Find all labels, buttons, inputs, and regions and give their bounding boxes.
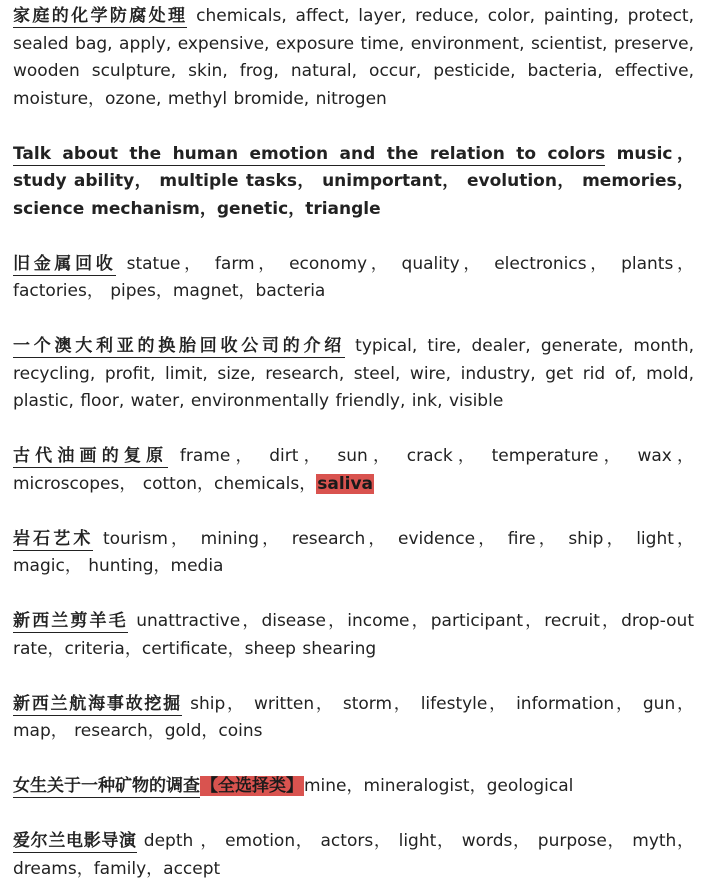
entry-title: Talk about the human emotion and the relation to colors	[13, 143, 606, 164]
entry-title: 一个澳大利亚的换胎回收公司的介绍	[13, 336, 345, 356]
entry-title: 女生关于一种矿物的调查	[13, 776, 200, 796]
entry-emotion-colors	[13, 141, 694, 224]
question-type-tag: 【全选择类】	[201, 776, 303, 796]
highlighted-keyword: saliva	[317, 473, 374, 494]
entry-keywords: tourism， mining， research， evidence， fire， ship， light， magic， hunting，media	[13, 528, 694, 576]
entry-title: 旧金属回收	[13, 253, 117, 274]
entry-scrap-metal-recycling	[13, 251, 694, 306]
entry-keywords: typical, tire, dealer, generate, month, recycling, profit, limit, size, research, steel, wire, industry, get rid of, mold, plastic, floor, water, environmentally friendly, ink, visible	[13, 336, 695, 411]
entry-title: 家庭的化学防腐处理	[13, 6, 188, 26]
entry-keywords: music， study ability， multiple tasks， unimportant， evolution， memories， science mechanism，genetic，triangle	[13, 143, 694, 219]
entry-rock-art	[13, 526, 694, 581]
entry-title: 新西兰航海事故挖掘	[13, 693, 182, 714]
entry-nz-shipwreck-excavation	[13, 691, 694, 746]
entry-title: 古代油画的复原	[13, 446, 169, 466]
entry-keywords: mine，mineralogist，geological	[304, 776, 574, 796]
entry-oil-painting-restoration	[13, 443, 694, 498]
entry-keywords: frame， dirt， sun， crack， temperature， wax， microscopes， cotton，chemicals，	[13, 446, 695, 494]
entry-title: 爱尔兰电影导演	[13, 831, 137, 851]
entry-irish-film-director	[13, 828, 694, 883]
entry-keywords: chemicals, affect, layer, reduce, color, painting, protect, sealed bag, apply, expensive, exposure time, environment, scientist, preserve, wooden sculpture, skin, frog, natural, occur, pesticide, bacteria, effective, moisture，ozone, methyl bromide, nitrogen	[13, 6, 694, 109]
entry-tire-recycling-company	[13, 333, 694, 416]
entry-mineral-survey	[13, 773, 694, 801]
entry-title: 岩石艺术	[13, 528, 94, 549]
entry-keywords: statue， farm， economy， quality， electronics， plants， factories， pipes，magnet，bacteria	[13, 253, 695, 301]
entry-home-chemical-preservation	[13, 3, 694, 113]
entry-keywords: ship， written， storm， lifestyle， information， gun， map， research，gold，coins	[13, 693, 695, 741]
entry-keywords: depth ， emotion， actors， light， words， purpose， myth， dreams，family，accept	[13, 831, 694, 879]
entry-nz-sheep-shearing	[13, 608, 694, 663]
entry-title: 新西兰剪羊毛	[13, 611, 128, 631]
entry-keywords: unattractive，disease，income，participant，recruit，drop-out rate，criteria，certificate，sheep shearing	[13, 611, 694, 659]
